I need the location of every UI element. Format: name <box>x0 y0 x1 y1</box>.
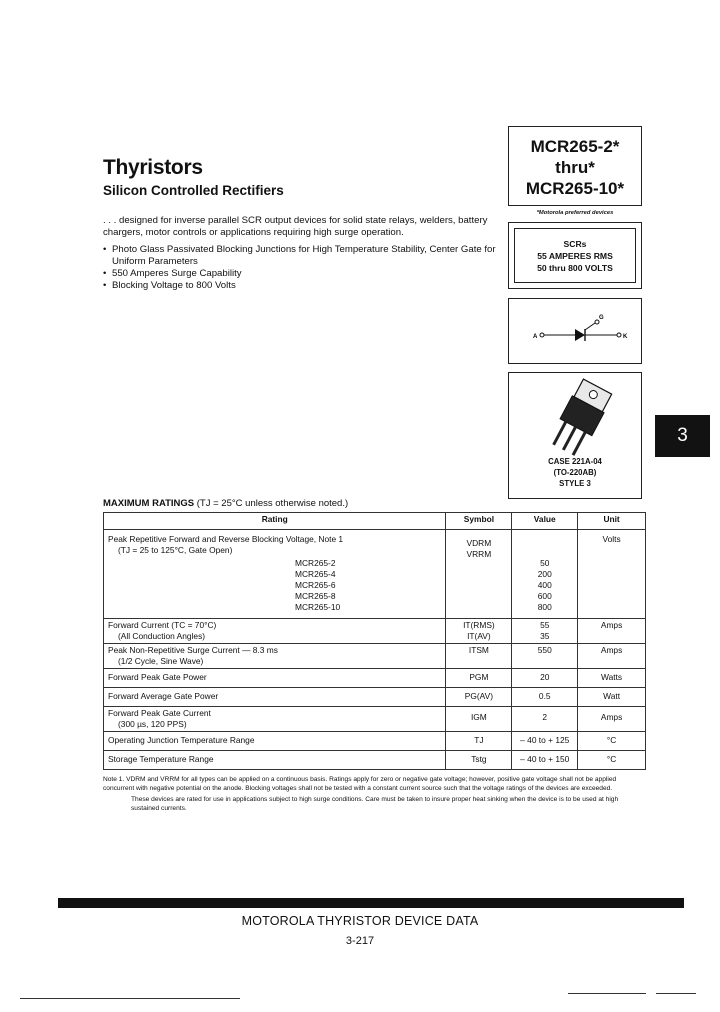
note-2: These devices are rated for use in applications subject to high surge conditions. Care must be taken to insure proper heat sinking when the device is to be used at high sustained currents. <box>131 796 619 812</box>
unit-cell: Volts <box>578 530 646 619</box>
value-text: 400 <box>537 580 552 590</box>
unit-cell: Amps <box>578 619 646 644</box>
value-cell: – 40 to + 125 <box>512 732 578 751</box>
package-line: CASE 221A-04 <box>548 457 602 466</box>
note-1: Note 1. VDRM and VRRM for all types can be applied on a continuous basis. Ratings apply for zero or negative gate voltage; however, positive gate voltage shall not be applied concurrent with negative potential on the anode. Blocking voltages shall not be tested with a constant current source such that the voltage ratings of the devices are exceeded. <box>103 776 617 792</box>
table-row <box>104 732 646 751</box>
rating-cell <box>104 644 446 669</box>
package-line: (TO-220AB) <box>553 468 597 477</box>
header-unit: Unit <box>578 513 646 530</box>
device-name: MCR265-4 <box>295 569 336 579</box>
footer-title: MOTOROLA THYRISTOR DEVICE DATA <box>241 914 479 928</box>
value-text: 600 <box>537 591 552 601</box>
value-cell: 0.5 <box>512 688 578 707</box>
symbol-cell: PG(AV) <box>446 688 512 707</box>
anode-label: A <box>533 334 538 340</box>
spec-summary-inner <box>514 228 636 283</box>
page-subtitle: Silicon Controlled Rectifiers <box>103 183 284 198</box>
symbol-text: VRRM <box>466 549 492 559</box>
device-name: MCR265-2 <box>295 558 336 568</box>
gate-label: G <box>599 315 604 321</box>
footer-rule <box>58 898 684 908</box>
value-text: 35 <box>540 631 550 641</box>
symbol-text: VDRM <box>466 538 492 548</box>
symbol-cell <box>446 619 512 644</box>
preferred-devices-note: *Motorola preferred devices <box>536 210 614 216</box>
section-tab: 3 <box>655 415 710 457</box>
feature-item: • 550 Amperes Surge Capability <box>103 268 498 280</box>
ratings-title <box>103 498 348 509</box>
package-line: STYLE 3 <box>559 479 591 488</box>
ratings-table <box>103 512 646 770</box>
spec-line: 55 AMPERES RMS <box>537 251 613 261</box>
feature-item: • Photo Glass Passivated Blocking Junctions for High Temperature Stability, Center Gate for Uniform Parameters <box>103 244 498 268</box>
rating-text: Forward Current (TC = 70°C) <box>108 620 217 630</box>
rating-text: Peak Non-Repetitive Surge Current — 8.3 ms <box>108 645 278 655</box>
scan-line <box>656 993 696 994</box>
ratings-condition: (TJ = 25°C unless otherwise noted.) <box>196 498 349 509</box>
part-number-line: MCR265-10* <box>525 179 625 198</box>
page-title: Thyristors <box>103 156 203 179</box>
spec-summary-box <box>508 222 642 289</box>
rating-text: Peak Repetitive Forward and Reverse Blocking Voltage, Note 1 <box>108 534 344 544</box>
table-row <box>104 530 646 619</box>
symbol-cell: TJ <box>446 732 512 751</box>
symbol-cell: ITSM <box>446 644 512 669</box>
rating-subtext: (TJ = 25 to 125°C, Gate Open) <box>118 545 233 555</box>
symbol-cell: IGM <box>446 707 512 732</box>
rating-subtext: (1/2 Cycle, Sine Wave) <box>118 656 204 666</box>
part-number-box <box>508 126 642 206</box>
feature-list <box>103 244 498 292</box>
rating-subtext: (300 µs, 120 PPS) <box>118 719 187 729</box>
unit-cell: Amps <box>578 644 646 669</box>
rating-cell <box>104 707 446 732</box>
table-row <box>104 707 646 732</box>
scan-line <box>568 993 646 994</box>
scr-symbol-icon <box>509 299 641 363</box>
part-number-line: MCR265-2* <box>530 137 620 156</box>
rating-cell: Operating Junction Temperature Range <box>104 732 446 751</box>
value-cell: 20 <box>512 669 578 688</box>
feature-item: • Blocking Voltage to 800 Volts <box>103 280 498 292</box>
symbol-text: IT(RMS) <box>463 620 495 630</box>
table-row <box>104 619 646 644</box>
unit-cell: Watt <box>578 688 646 707</box>
value-cell: – 40 to + 150 <box>512 751 578 770</box>
symbol-cell: Tstg <box>446 751 512 770</box>
table-row <box>104 688 646 707</box>
unit-cell: Watts <box>578 669 646 688</box>
cathode-label: K <box>623 334 628 340</box>
device-name: MCR265-6 <box>295 580 336 590</box>
package-box <box>508 372 642 499</box>
rating-cell <box>104 619 446 644</box>
value-text: 200 <box>537 569 552 579</box>
table-row <box>104 751 646 770</box>
page-number: 3-217 <box>345 935 375 947</box>
device-name: MCR265-8 <box>295 591 336 601</box>
scan-line <box>20 998 240 999</box>
value-text: 800 <box>537 602 552 612</box>
unit-cell: °C <box>578 751 646 770</box>
package-label <box>509 456 641 489</box>
unit-cell: Amps <box>578 707 646 732</box>
rating-cell: Forward Peak Gate Power <box>104 669 446 688</box>
intro-paragraph: . . . designed for inverse parallel SCR output devices for solid state relays, welders, battery chargers, motor controls or applications requiring high surge operation. <box>103 215 488 238</box>
header-value: Value <box>512 513 578 530</box>
symbol-cell <box>446 530 512 619</box>
table-row <box>104 669 646 688</box>
value-text: 50 <box>540 558 550 568</box>
device-name: MCR265-10 <box>295 602 341 612</box>
scr-symbol-box <box>508 298 642 364</box>
header-rating: Rating <box>104 513 446 530</box>
rating-subtext: (All Conduction Angles) <box>118 631 206 641</box>
table-row <box>104 644 646 669</box>
spec-line: SCRs <box>563 239 587 249</box>
value-text: 55 <box>540 620 550 630</box>
value-cell: 550 <box>512 644 578 669</box>
value-cell <box>512 530 578 619</box>
symbol-text: IT(AV) <box>467 631 491 641</box>
unit-cell: °C <box>578 732 646 751</box>
rating-cell <box>104 530 446 619</box>
symbol-cell: PGM <box>446 669 512 688</box>
rating-cell: Forward Average Gate Power <box>104 688 446 707</box>
header-symbol: Symbol <box>446 513 512 530</box>
footnotes <box>103 775 635 815</box>
rating-cell: Storage Temperature Range <box>104 751 446 770</box>
value-cell: 2 <box>512 707 578 732</box>
value-cell <box>512 619 578 644</box>
to220-package-icon <box>509 373 641 457</box>
part-number-line: thru* <box>555 158 595 177</box>
ratings-heading: MAXIMUM RATINGS <box>103 498 195 509</box>
spec-line: 50 thru 800 VOLTS <box>537 263 613 273</box>
table-header-row <box>104 513 646 530</box>
rating-text: Forward Peak Gate Current <box>108 708 211 718</box>
